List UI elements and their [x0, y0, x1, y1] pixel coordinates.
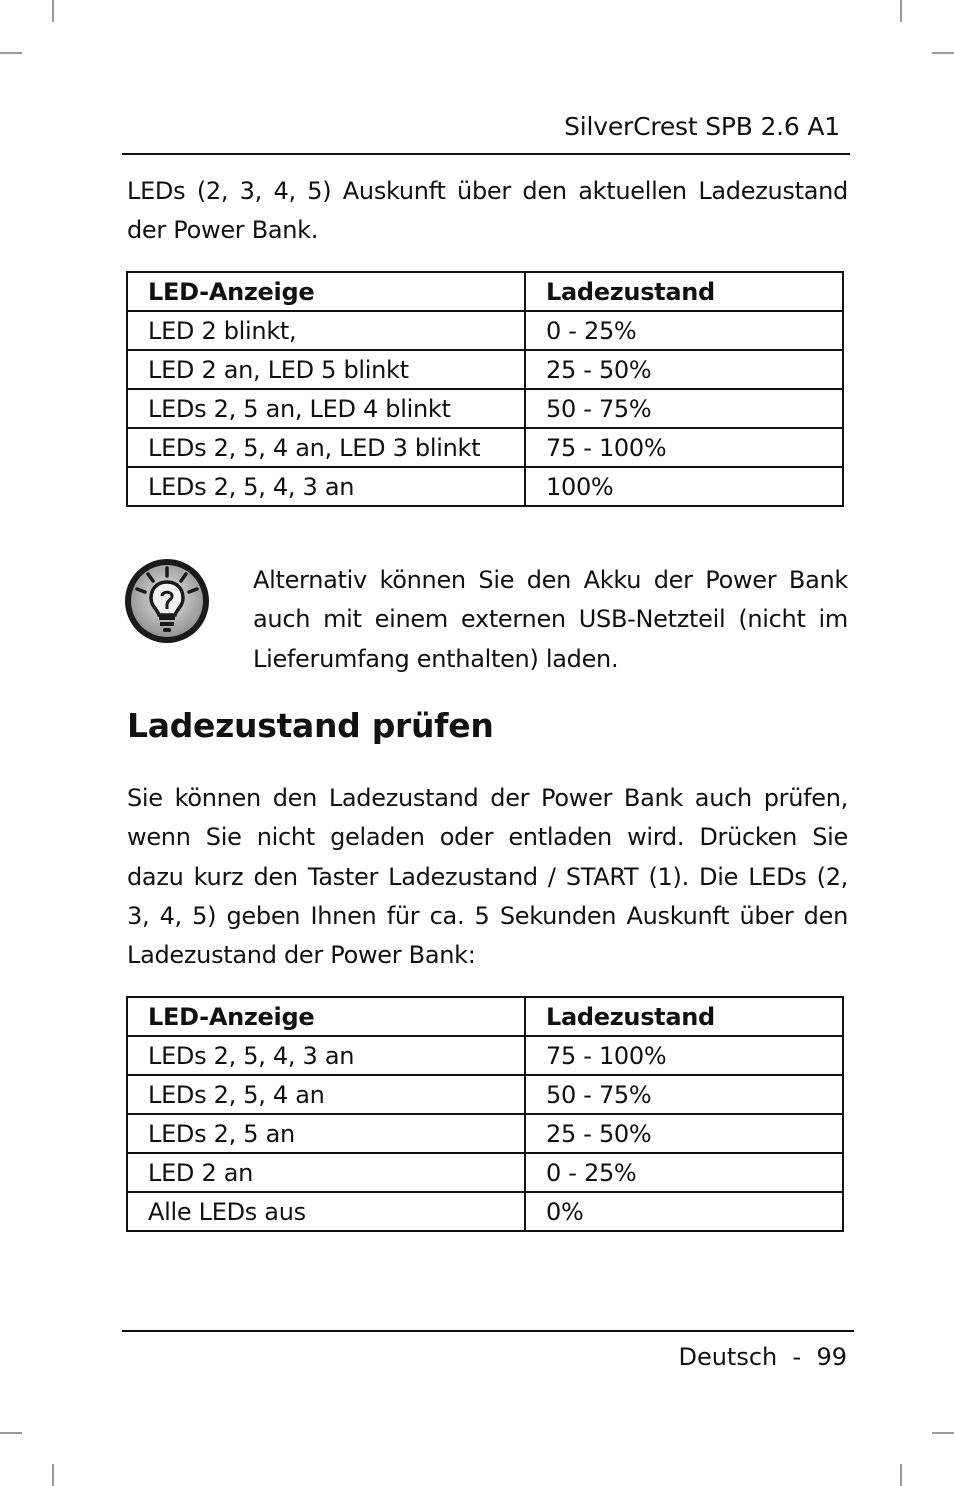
footer-rule [122, 1330, 854, 1332]
intro-paragraph [127, 172, 848, 251]
running-header: SilverCrest SPB 2.6 A1 [564, 112, 840, 141]
led-indicator-cell: LEDs 2, 5, 4, 3 an [127, 467, 525, 506]
page-number: 99 [816, 1343, 847, 1371]
charge-level-cell: 100% [525, 467, 843, 506]
crop-mark [52, 1464, 54, 1486]
crop-mark [932, 52, 954, 54]
column-header: Ladezustand [525, 997, 843, 1036]
table-header-row [127, 997, 843, 1036]
charge-level-cell: 0% [525, 1192, 843, 1231]
crop-mark [0, 52, 22, 54]
column-header: Ladezustand [525, 272, 843, 311]
table-row [127, 1036, 843, 1075]
table-row [127, 1075, 843, 1114]
tip-text: Alternativ können Sie den Akku der Power Bank auch mit einem externen USB-Netzteil (nicht im Lieferumfang enthalten) laden. [253, 566, 848, 673]
section-paragraph [127, 779, 848, 975]
crop-mark [0, 1432, 22, 1434]
crop-mark [900, 1464, 902, 1486]
crop-mark [932, 1432, 954, 1434]
led-indicator-cell: LED 2 blinkt, [127, 311, 525, 350]
led-status-table-charging [126, 271, 844, 507]
table-header-row [127, 272, 843, 311]
led-indicator-cell: LEDs 2, 5 an [127, 1114, 525, 1153]
table-row [127, 467, 843, 506]
column-header: LED-Anzeige [127, 272, 525, 311]
section-text: Sie können den Ladezustand der Power Bank auch prüfen, wenn Sie nicht geladen oder entladen wird. Drücken Sie dazu kurz den Taster Ladezustand / START (1). Die LEDs (2, 3, 4, 5) geben Ihnen für ca. 5 Sekunden Auskunft über den Ladezustand der Power Bank: [127, 784, 848, 970]
charge-level-cell: 25 - 50% [525, 1114, 843, 1153]
charge-level-cell: 0 - 25% [525, 1153, 843, 1192]
table-row [127, 311, 843, 350]
crop-mark [900, 0, 902, 22]
header-rule [122, 153, 850, 155]
led-status-table-check [126, 996, 844, 1232]
led-indicator-cell: LEDs 2, 5, 4 an, LED 3 blinkt [127, 428, 525, 467]
table-row [127, 389, 843, 428]
intro-text: LEDs (2, 3, 4, 5) Auskunft über den aktuellen Ladezustand der Power Bank. [127, 177, 848, 245]
charge-level-cell: 50 - 75% [525, 1075, 843, 1114]
crop-mark [52, 0, 54, 22]
led-indicator-cell: LEDs 2, 5, 4, 3 an [127, 1036, 525, 1075]
led-indicator-cell: LED 2 an [127, 1153, 525, 1192]
table-row [127, 428, 843, 467]
charge-level-cell: 75 - 100% [525, 428, 843, 467]
led-indicator-cell: LED 2 an, LED 5 blinkt [127, 350, 525, 389]
lightbulb-tip-icon [122, 556, 212, 646]
table-row [127, 1114, 843, 1153]
led-indicator-cell: LEDs 2, 5 an, LED 4 blinkt [127, 389, 525, 428]
led-indicator-cell: Alle LEDs aus [127, 1192, 525, 1231]
column-header: LED-Anzeige [127, 997, 525, 1036]
led-indicator-cell: LEDs 2, 5, 4 an [127, 1075, 525, 1114]
table-row [127, 1153, 843, 1192]
footer-separator: - [792, 1343, 802, 1371]
tip-paragraph [253, 561, 848, 679]
footer-language: Deutsch [678, 1343, 778, 1371]
charge-level-cell: 25 - 50% [525, 350, 843, 389]
section-heading: Ladezustand prüfen [127, 706, 494, 745]
table-row [127, 1192, 843, 1231]
page-footer [678, 1343, 847, 1371]
charge-level-cell: 50 - 75% [525, 389, 843, 428]
charge-level-cell: 75 - 100% [525, 1036, 843, 1075]
table-row [127, 350, 843, 389]
charge-level-cell: 0 - 25% [525, 311, 843, 350]
